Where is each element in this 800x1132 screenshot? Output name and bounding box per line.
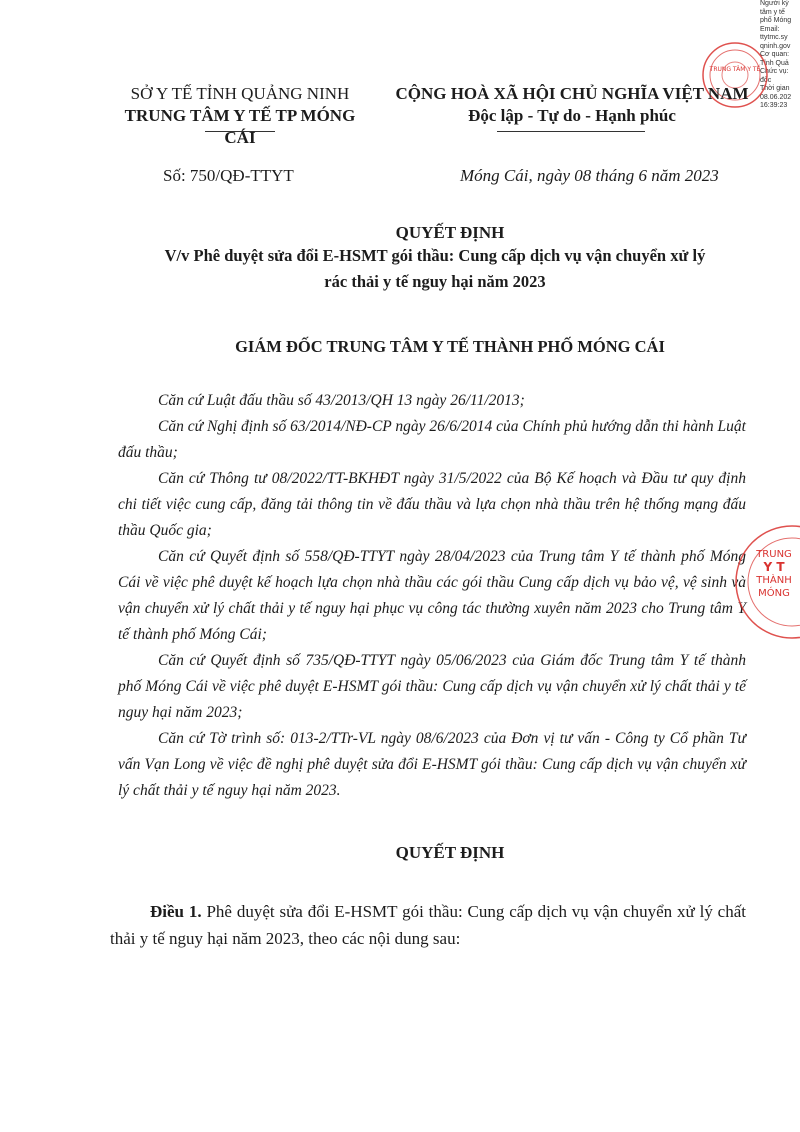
sig-line: Tỉnh Quả <box>760 59 789 67</box>
document-number: Số: 750/QĐ-TTYT <box>163 166 294 185</box>
subject-line-1: V/v Phê duyệt sửa đổi E-HSMT gói thầu: Cung cấp dịch vụ vận chuyển xử lý <box>164 246 706 265</box>
sig-line: 08.06.202 <box>760 93 792 101</box>
article-1 <box>110 898 746 952</box>
issuing-authority: GIÁM ĐỐC TRUNG TÂM Y TẾ THÀNH PHỐ MÓNG CÁI <box>235 337 665 356</box>
legal-basis-item: Căn cứ Tờ trình số: 013-2/TTr-VL ngày 08/6/2023 của Đơn vị tư vấn - Công ty Cổ phần Tư vấn Vạn Long về việc đề nghị phê duyệt sửa đổi E-HSMT gói thầu: Cung cấp dịch vụ vận chuyển xử lý chất thải y tế nguy hại năm 2023. <box>118 730 746 799</box>
sig-line: Người ký <box>760 0 789 7</box>
motto-underline <box>497 131 645 132</box>
country-name: CỘNG HOÀ XÃ HỘI CHỦ NGHĨA VIỆT NAM <box>395 84 749 103</box>
legal-basis-item: Căn cứ Nghị định số 63/2014/NĐ-CP ngày 26/6/2014 của Chính phủ hướng dẫn thi hành Luật đấu thầu; <box>118 418 746 461</box>
issuer-parent-agency: SỞ Y TẾ TỈNH QUẢNG NINH <box>130 84 350 103</box>
sig-line: Chức vụ: <box>760 68 789 75</box>
article-1-label: Điều 1. <box>150 902 202 921</box>
sig-line: Cơ quan: <box>760 51 790 58</box>
legal-basis-item: Căn cứ Luật đấu thầu số 43/2013/QH 13 ngày 26/11/2013; <box>158 392 525 409</box>
seal-text: MÓNG <box>758 588 790 599</box>
article-1-text: Phê duyệt sửa đổi E-HSMT gói thầu: Cung cấp dịch vụ vận chuyển xử lý chất thải y tế nguy hại năm 2023, theo các nội dung sau: <box>110 902 746 948</box>
sig-line: tâm y tế <box>760 8 785 16</box>
sig-line: qninh.gov <box>760 42 791 50</box>
issuer-underline <box>205 131 275 132</box>
seal-text: THÀNH <box>756 575 792 586</box>
seal-text: TRUNG TÂM Y TẾ <box>709 66 761 73</box>
sig-line: phố Móng <box>760 17 792 24</box>
legal-basis-item: Căn cứ Quyết định số 558/QĐ-TTYT ngày 28/04/2023 của Trung tâm Y tế thành phố Móng Cái về việc phê duyệt kế hoạch lựa chọn nhà thầu các gói thầu Cung cấp dịch vụ bảo vệ, vệ sinh và vận chuyển xử lý chất thải y tế nguy hại phục vụ công tác thường xuyên năm 2023 cho Trung tâm Y tế thành phố Móng Cái; <box>118 548 746 643</box>
document-subject <box>70 243 800 295</box>
issuer-block <box>110 83 370 149</box>
margin-seal-text <box>748 548 800 600</box>
legal-basis-item: Căn cứ Quyết định số 735/QĐ-TTYT ngày 05/06/2023 của Giám đốc Trung tâm Y tế thành phố Móng Cái về việc phê duyệt E-HSMT gói thầu: Cung cấp dịch vụ vận chuyển xử lý chất thải y tế nguy hại năm 2023; <box>118 652 746 721</box>
sig-line: Email: <box>760 25 780 33</box>
issue-date: Móng Cái, ngày 08 tháng 6 năm 2023 <box>460 166 719 185</box>
subject-line-2: rác thải y tế nguy hại năm 2023 <box>324 272 546 291</box>
seal-text: TRUNG <box>756 549 792 560</box>
legal-basis-item: Căn cứ Thông tư 08/2022/TT-BKHĐT ngày 31/5/2022 của Bộ Kế hoạch và Đầu tư quy định chi tiết việc cung cấp, đăng tải thông tin về đấu thầu và lựa chọn nhà thầu trên hệ thống mạng đấu thầu Quốc gia; <box>118 470 746 539</box>
national-motto: Độc lập - Tự do - Hạnh phúc <box>468 106 676 125</box>
national-header <box>382 83 762 127</box>
legal-bases <box>118 388 746 804</box>
sig-line: 16:39:23 <box>760 102 788 109</box>
document-title: QUYẾT ĐỊNH <box>395 223 505 242</box>
sig-line: Thời gian <box>760 85 790 92</box>
sig-line: đốc <box>760 76 772 84</box>
issuer-agency: TRUNG TÂM Y TẾ TP MÓNG CÁI <box>124 106 356 147</box>
decision-heading: QUYẾT ĐỊNH <box>395 843 505 862</box>
sig-line: ttytmc.sy <box>760 34 788 41</box>
seal-text: Y T <box>763 560 785 574</box>
